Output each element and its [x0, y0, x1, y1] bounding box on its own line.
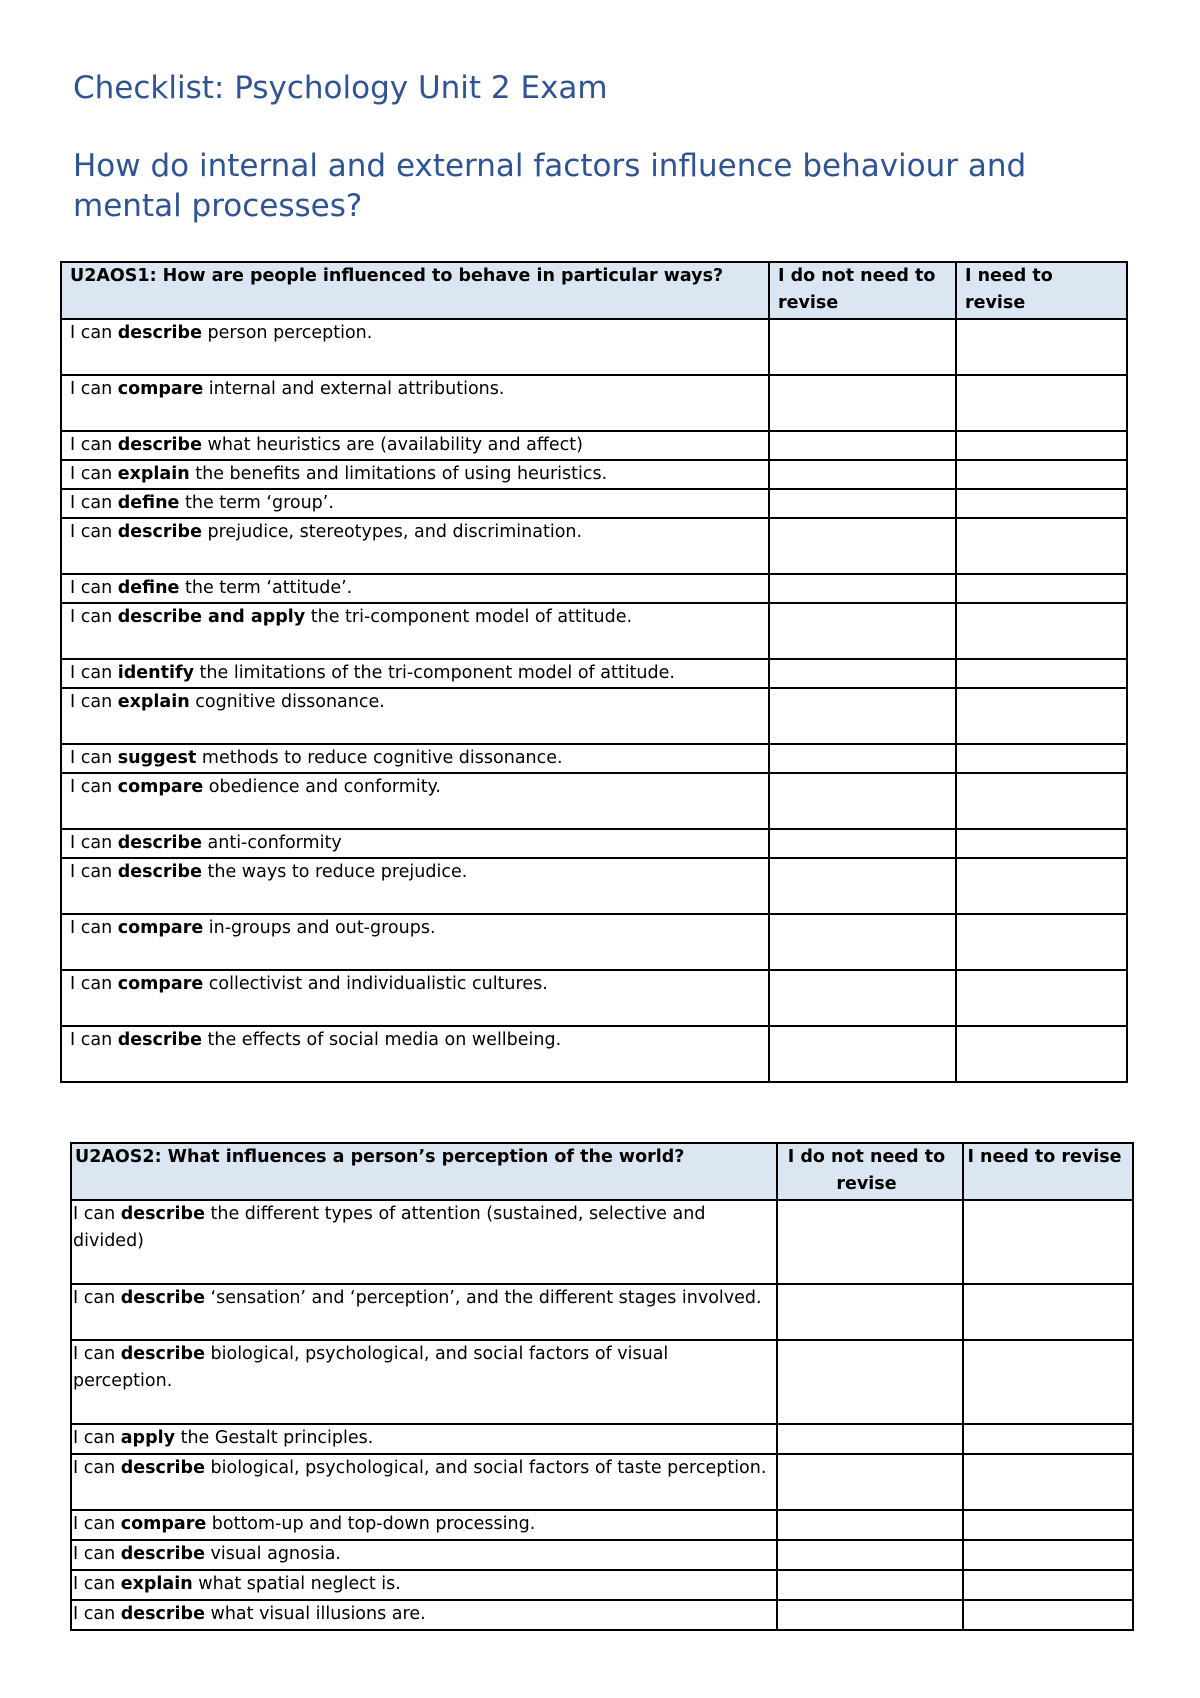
checkbox-not-needed[interactable]	[769, 603, 956, 659]
objective-text: the ways to reduce prejudice.	[201, 862, 468, 882]
checkbox-needed[interactable]	[956, 489, 1127, 518]
objective-verb: apply	[120, 1428, 176, 1448]
objective-text: cognitive dissonance.	[189, 692, 385, 712]
objective-cell	[61, 744, 769, 773]
objective-cell	[61, 688, 769, 744]
objective-prefix: I can	[73, 1514, 121, 1534]
table-row	[61, 773, 1127, 829]
checkbox-not-needed[interactable]	[769, 460, 956, 489]
objective-prefix: I can	[70, 833, 118, 853]
objective-prefix: I can	[70, 862, 118, 882]
objective-cell	[61, 659, 769, 688]
objective-verb: describe	[120, 1604, 205, 1624]
page-title: Checklist: Psychology Unit 2 Exam	[73, 70, 608, 106]
checkbox-needed[interactable]	[963, 1340, 1133, 1424]
checkbox-needed[interactable]	[956, 603, 1127, 659]
checkbox-not-needed[interactable]	[769, 375, 956, 431]
checkbox-not-needed[interactable]	[777, 1284, 963, 1340]
checkbox-not-needed[interactable]	[777, 1510, 963, 1540]
objective-cell	[71, 1600, 777, 1630]
objective-verb: compare	[120, 1514, 207, 1534]
objective-text: the effects of social media on wellbeing.	[201, 1030, 562, 1050]
objective-prefix: I can	[73, 1428, 121, 1448]
checkbox-needed[interactable]	[963, 1570, 1133, 1600]
objective-prefix: I can	[70, 578, 118, 598]
objective-text: the Gestalt principles.	[175, 1428, 374, 1448]
table-row	[71, 1200, 1133, 1284]
checkbox-needed[interactable]	[956, 829, 1127, 858]
table-row	[61, 970, 1127, 1026]
checkbox-not-needed[interactable]	[769, 773, 956, 829]
objective-text: prejudice, stereotypes, and discrimination.	[201, 522, 583, 542]
table-row	[71, 1540, 1133, 1570]
table-row	[61, 460, 1127, 489]
objective-verb: compare	[117, 918, 204, 938]
checkbox-needed[interactable]	[956, 574, 1127, 603]
table-row	[61, 319, 1127, 375]
page-subtitle: How do internal and external factors influence behaviour and mental processes?	[73, 148, 1027, 224]
objective-verb: describe	[117, 522, 202, 542]
objective-cell	[61, 574, 769, 603]
objective-prefix: I can	[70, 323, 118, 343]
checkbox-not-needed[interactable]	[769, 1026, 956, 1082]
objective-cell	[71, 1424, 777, 1454]
objective-text: in-groups and out-groups.	[203, 918, 436, 938]
table-row	[71, 1570, 1133, 1600]
objective-cell	[71, 1200, 777, 1284]
objective-prefix: I can	[73, 1204, 121, 1224]
table-row	[61, 489, 1127, 518]
checkbox-needed[interactable]	[956, 431, 1127, 460]
objective-cell	[61, 319, 769, 375]
objective-text: the tri-component model of attitude.	[305, 607, 633, 627]
objective-prefix: I can	[70, 435, 118, 455]
objective-prefix: I can	[73, 1574, 121, 1594]
objective-prefix: I can	[73, 1288, 121, 1308]
objective-text: person perception.	[201, 323, 373, 343]
objective-text: the term ‘attitude’.	[179, 578, 353, 598]
objective-prefix: I can	[70, 777, 118, 797]
objective-prefix: I can	[70, 918, 118, 938]
objective-text: the limitations of the tri-component model of attitude.	[193, 663, 675, 683]
table-row	[71, 1424, 1133, 1454]
objective-text: what spatial neglect is.	[192, 1574, 401, 1594]
objective-text: internal and external attributions.	[203, 379, 505, 399]
table-row	[61, 688, 1127, 744]
objective-verb: describe	[117, 862, 202, 882]
header-needed: I need to revise	[963, 1143, 1133, 1200]
objective-text: collectivist and individualistic cultures.	[203, 974, 548, 994]
checkbox-needed[interactable]	[956, 1026, 1127, 1082]
objective-cell	[61, 914, 769, 970]
table-row	[71, 1284, 1133, 1340]
objective-verb: describe	[117, 435, 202, 455]
table-header-row	[61, 262, 1127, 319]
objective-text: bottom-up and top-down processing.	[206, 1514, 536, 1534]
objective-verb: describe	[120, 1544, 205, 1564]
objective-cell	[71, 1454, 777, 1510]
objective-cell	[61, 518, 769, 574]
table-row	[61, 574, 1127, 603]
objective-verb: define	[117, 493, 180, 513]
objective-verb: explain	[120, 1574, 193, 1594]
objective-prefix: I can	[70, 692, 118, 712]
header-needed: I need to revise	[956, 262, 1127, 319]
header-question: U2AOS2: What influences a person’s perception of the world?	[71, 1143, 777, 1200]
objective-text: what heuristics are (availability and affect)	[201, 435, 583, 455]
objective-prefix: I can	[73, 1344, 121, 1364]
objective-cell	[71, 1284, 777, 1340]
objective-verb: describe	[120, 1204, 205, 1224]
checkbox-not-needed[interactable]	[769, 574, 956, 603]
checkbox-needed[interactable]	[956, 858, 1127, 914]
objective-verb: explain	[117, 464, 190, 484]
checkbox-not-needed[interactable]	[769, 489, 956, 518]
checkbox-needed[interactable]	[956, 773, 1127, 829]
objective-cell	[71, 1540, 777, 1570]
table-row	[61, 1026, 1127, 1082]
objective-prefix: I can	[73, 1458, 121, 1478]
objective-prefix: I can	[70, 522, 118, 542]
objective-verb: describe	[117, 1030, 202, 1050]
table-row	[61, 603, 1127, 659]
objective-text: what visual illusions are.	[204, 1604, 426, 1624]
objective-text: anti-conformity	[201, 833, 342, 853]
checkbox-needed[interactable]	[963, 1510, 1133, 1540]
checkbox-needed[interactable]	[963, 1424, 1133, 1454]
objective-text: obedience and conformity.	[203, 777, 441, 797]
checkbox-needed[interactable]	[956, 518, 1127, 574]
objective-prefix: I can	[70, 748, 118, 768]
checkbox-not-needed[interactable]	[769, 970, 956, 1026]
checkbox-needed[interactable]	[963, 1454, 1133, 1510]
header-question: U2AOS1: How are people influenced to behave in particular ways?	[61, 262, 769, 319]
checkbox-needed[interactable]	[963, 1600, 1133, 1630]
table-row	[61, 659, 1127, 688]
objective-text: ‘sensation’ and ‘perception’, and the different stages involved.	[204, 1288, 762, 1308]
table-row	[71, 1340, 1133, 1424]
objective-verb: compare	[117, 974, 204, 994]
checkbox-needed[interactable]	[956, 744, 1127, 773]
checkbox-not-needed[interactable]	[769, 829, 956, 858]
table-header-row	[71, 1143, 1133, 1200]
objective-text: the different types of attention (sustained, selective and divided)	[73, 1204, 706, 1251]
checkbox-not-needed[interactable]	[769, 914, 956, 970]
objective-cell	[71, 1510, 777, 1540]
objective-cell	[61, 460, 769, 489]
checkbox-not-needed[interactable]	[769, 659, 956, 688]
objective-text: biological, psychological, and social factors of visual perception.	[73, 1344, 669, 1391]
header-not-needed: I do not need to revise	[769, 262, 956, 319]
objective-verb: compare	[117, 777, 204, 797]
objective-prefix: I can	[70, 1030, 118, 1050]
objective-cell	[71, 1340, 777, 1424]
objective-text: visual agnosia.	[204, 1544, 341, 1564]
objective-text: the benefits and limitations of using heuristics.	[189, 464, 608, 484]
checkbox-not-needed[interactable]	[777, 1570, 963, 1600]
checkbox-needed[interactable]	[956, 319, 1127, 375]
table-row	[61, 858, 1127, 914]
objective-prefix: I can	[73, 1544, 121, 1564]
checkbox-not-needed[interactable]	[777, 1340, 963, 1424]
objective-verb: describe	[117, 833, 202, 853]
objective-cell	[71, 1570, 777, 1600]
checkbox-not-needed[interactable]	[769, 319, 956, 375]
objective-verb: describe	[120, 1344, 205, 1364]
checkbox-not-needed[interactable]	[777, 1200, 963, 1284]
objective-verb: describe and apply	[117, 607, 306, 627]
checkbox-not-needed[interactable]	[777, 1600, 963, 1630]
objective-verb: identify	[117, 663, 194, 683]
objective-text: the term ‘group’.	[179, 493, 334, 513]
checkbox-needed[interactable]	[963, 1200, 1133, 1284]
table-row	[61, 829, 1127, 858]
checkbox-needed[interactable]	[956, 460, 1127, 489]
checkbox-needed[interactable]	[956, 659, 1127, 688]
checklist-table-u2aos1	[60, 261, 1128, 1083]
objective-cell	[61, 603, 769, 659]
checkbox-not-needed[interactable]	[769, 518, 956, 574]
table-row	[71, 1600, 1133, 1630]
objective-verb: suggest	[117, 748, 197, 768]
objective-cell	[61, 773, 769, 829]
checkbox-needed[interactable]	[963, 1284, 1133, 1340]
objective-prefix: I can	[70, 663, 118, 683]
objective-prefix: I can	[73, 1604, 121, 1624]
checklist-table-u2aos2	[70, 1142, 1134, 1631]
objective-prefix: I can	[70, 974, 118, 994]
objective-cell	[61, 858, 769, 914]
checkbox-needed[interactable]	[963, 1540, 1133, 1570]
table-row	[61, 431, 1127, 460]
table-row	[61, 744, 1127, 773]
checkbox-needed[interactable]	[956, 970, 1127, 1026]
objective-prefix: I can	[70, 464, 118, 484]
objective-verb: describe	[120, 1458, 205, 1478]
objective-prefix: I can	[70, 379, 118, 399]
table-row	[71, 1454, 1133, 1510]
checkbox-not-needed[interactable]	[769, 431, 956, 460]
objective-cell	[61, 829, 769, 858]
objective-verb: describe	[117, 323, 202, 343]
objective-cell	[61, 489, 769, 518]
header-not-needed: I do not need to revise	[777, 1143, 963, 1200]
objective-verb: compare	[117, 379, 204, 399]
table-row	[71, 1510, 1133, 1540]
table-row	[61, 518, 1127, 574]
objective-cell	[61, 375, 769, 431]
checkbox-not-needed[interactable]	[769, 858, 956, 914]
objective-prefix: I can	[70, 493, 118, 513]
checkbox-needed[interactable]	[956, 914, 1127, 970]
objective-text: biological, psychological, and social factors of taste perception.	[204, 1458, 767, 1478]
checkbox-not-needed[interactable]	[769, 744, 956, 773]
objective-prefix: I can	[70, 607, 118, 627]
objective-text: methods to reduce cognitive dissonance.	[196, 748, 563, 768]
checkbox-needed[interactable]	[956, 375, 1127, 431]
objective-verb: explain	[117, 692, 190, 712]
objective-verb: define	[117, 578, 180, 598]
table-row	[61, 375, 1127, 431]
objective-cell	[61, 970, 769, 1026]
checkbox-not-needed[interactable]	[777, 1540, 963, 1570]
objective-cell	[61, 431, 769, 460]
checkbox-not-needed[interactable]	[777, 1454, 963, 1510]
objective-verb: describe	[120, 1288, 205, 1308]
checkbox-needed[interactable]	[956, 688, 1127, 744]
checkbox-not-needed[interactable]	[777, 1424, 963, 1454]
table-row	[61, 914, 1127, 970]
objective-cell	[61, 1026, 769, 1082]
checkbox-not-needed[interactable]	[769, 688, 956, 744]
